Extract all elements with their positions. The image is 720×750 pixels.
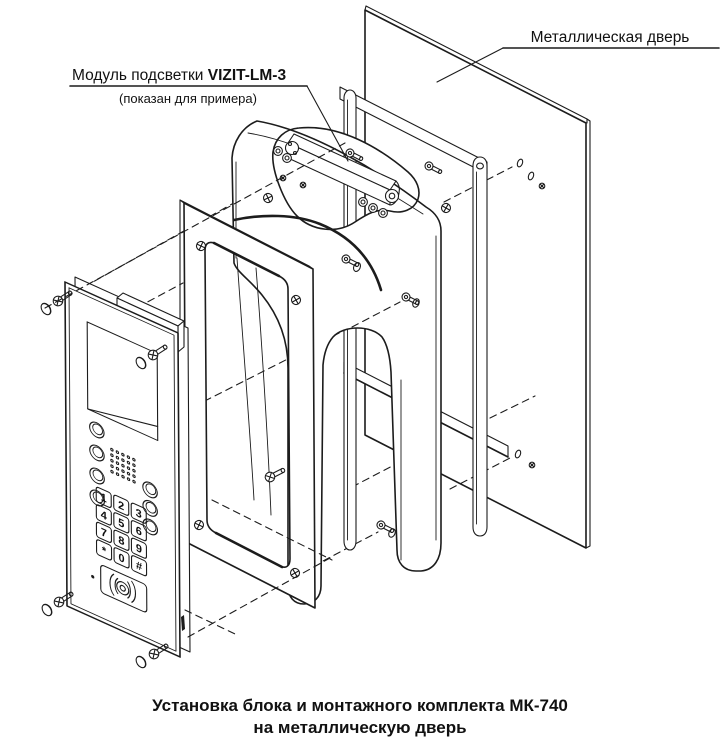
svg-text:5: 5 bbox=[118, 516, 125, 532]
svg-text:4: 4 bbox=[100, 508, 107, 524]
screw-cap-icon bbox=[134, 655, 148, 670]
svg-text:1: 1 bbox=[100, 491, 107, 506]
svg-text:#: # bbox=[135, 559, 143, 574]
caption-line-1: Установка блока и монтажного комплекта МК-740 bbox=[152, 696, 568, 715]
module-nut-icon bbox=[379, 209, 388, 218]
svg-text:3: 3 bbox=[135, 507, 142, 522]
caption-line-2: на металлическую дверь bbox=[253, 718, 467, 737]
module-nut-icon bbox=[283, 154, 292, 163]
panel-face bbox=[65, 282, 180, 657]
mounting-rail-right bbox=[473, 157, 487, 536]
svg-text:2: 2 bbox=[118, 499, 125, 514]
module-nut-icon bbox=[359, 198, 368, 207]
module-nut-icon bbox=[369, 204, 378, 213]
screw-cap-icon bbox=[40, 603, 54, 618]
intercom-unit bbox=[39, 277, 190, 669]
caption bbox=[152, 696, 568, 737]
frame-screw-icon bbox=[264, 465, 287, 483]
svg-text:7: 7 bbox=[100, 526, 108, 541]
svg-text:*: * bbox=[101, 544, 107, 559]
door-label: Металлическая дверь bbox=[530, 29, 690, 46]
mounting-bracket bbox=[232, 121, 452, 604]
svg-text:6: 6 bbox=[135, 524, 142, 539]
module-note-label: (показан для примера) bbox=[119, 91, 257, 106]
svg-text:8: 8 bbox=[118, 534, 125, 549]
module-screw-icon bbox=[300, 182, 306, 188]
module-label: Модуль подсветки VIZIT-LM-3 bbox=[72, 67, 287, 84]
screw-cap-icon bbox=[39, 302, 53, 317]
svg-text:0: 0 bbox=[118, 551, 125, 567]
module-nut-icon bbox=[274, 147, 283, 156]
frame-plate bbox=[180, 200, 315, 608]
svg-text:9: 9 bbox=[135, 542, 143, 557]
